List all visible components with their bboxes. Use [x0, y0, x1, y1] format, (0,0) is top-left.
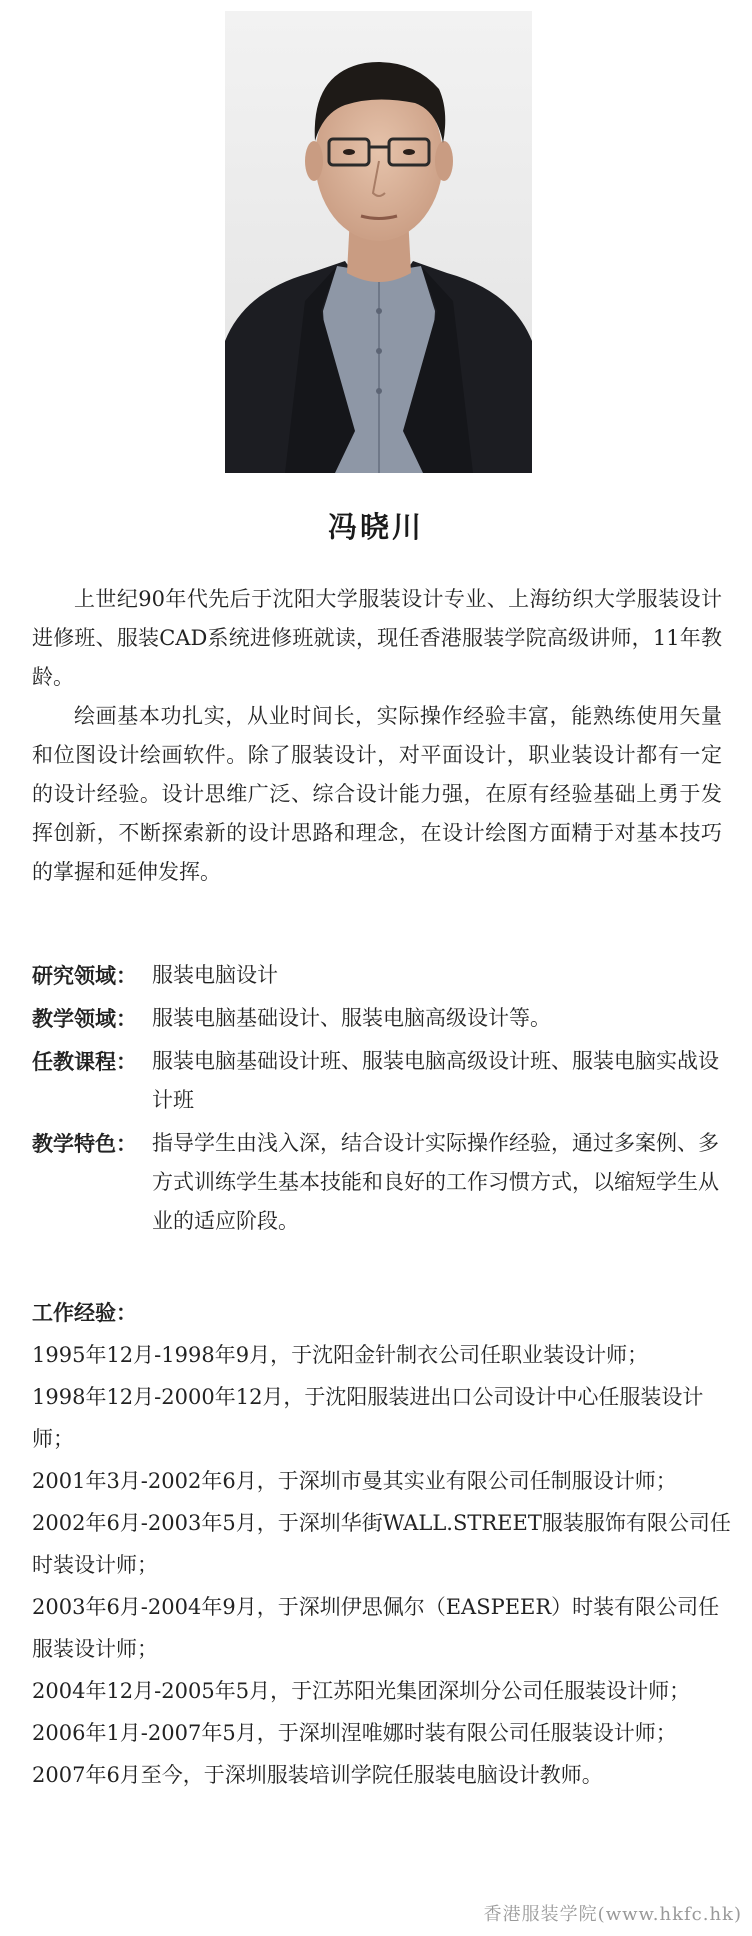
- work-item: 2007年6月至今，于深圳服装培训学院任服装电脑设计教师。: [32, 1763, 603, 1787]
- bio-paragraph: 上世纪90年代先后于沈阳大学服装设计专业、上海纺织大学服装设计进修班、服装CAD系统进修班就读，现任香港服装学院高级讲师，11年教龄。: [32, 587, 722, 689]
- work-item: 1995年12月-1998年9月，于沈阳金针制衣公司任职业装设计师；: [32, 1343, 649, 1367]
- footer-watermark: 香港服装学院(www.hkfc.hk): [483, 1904, 742, 1925]
- work-experience: [32, 1292, 732, 1796]
- field-courses: [32, 1042, 722, 1120]
- person-name: 冯晓川: [327, 510, 424, 544]
- work-item: 2003年6月-2004年9月，于深圳伊思佩尔（EASPEER）时装有限公司任服装设计师；: [32, 1595, 720, 1661]
- biography: [32, 580, 722, 892]
- field-value: 指导学生由浅入深，结合设计实际操作经验，通过多案例、多方式训练学生基本技能和良好的工作习惯方式，以缩短学生从业的适应阶段。: [152, 1131, 719, 1233]
- teaching-info: [32, 956, 722, 1245]
- field-value: 服装电脑基础设计班、服装电脑高级设计班、服装电脑实战设计班: [152, 1049, 719, 1112]
- work-item: 2001年3月-2002年6月，于深圳市曼其实业有限公司任制服设计师；: [32, 1469, 677, 1493]
- field-label: 教学特色：: [32, 1131, 137, 1156]
- field-research: [32, 956, 722, 995]
- work-experience-title: 工作经验：: [32, 1300, 137, 1325]
- work-item: 1998年12月-2000年12月，于沈阳服装进出口公司设计中心任服装设计师；: [32, 1385, 704, 1451]
- portrait-photo: [225, 11, 532, 473]
- field-value: 服装电脑设计: [152, 963, 278, 987]
- field-label: 任教课程：: [32, 1049, 137, 1074]
- work-item: 2004年12月-2005年5月，于江苏阳光集团深圳分公司任服装设计师；: [32, 1679, 691, 1703]
- bio-paragraph: 绘画基本功扎实，从业时间长，实际操作经验丰富，能熟练使用矢量和位图设计绘画软件。除了服装设计，对平面设计，职业装设计都有一定的设计经验。设计思维广泛、综合设计能力强，在原有经验基础上勇于发挥创新，不断探索新的设计思路和理念，在设计绘图方面精于对基本技巧的掌握和延伸发挥。: [32, 704, 722, 884]
- field-label: 研究领域：: [32, 963, 137, 988]
- portrait-icon: [225, 11, 532, 473]
- work-item: 2006年1月-2007年5月，于深圳涅唯娜时装有限公司任服装设计师；: [32, 1721, 677, 1745]
- field-features: [32, 1124, 722, 1241]
- work-item: 2002年6月-2003年5月，于深圳华街WALL.STREET服装服饰有限公司任时装设计师；: [32, 1511, 731, 1577]
- field-teaching: [32, 999, 722, 1038]
- field-label: 教学领域：: [32, 1006, 137, 1031]
- field-value: 服装电脑基础设计、服装电脑高级设计等。: [152, 1006, 551, 1030]
